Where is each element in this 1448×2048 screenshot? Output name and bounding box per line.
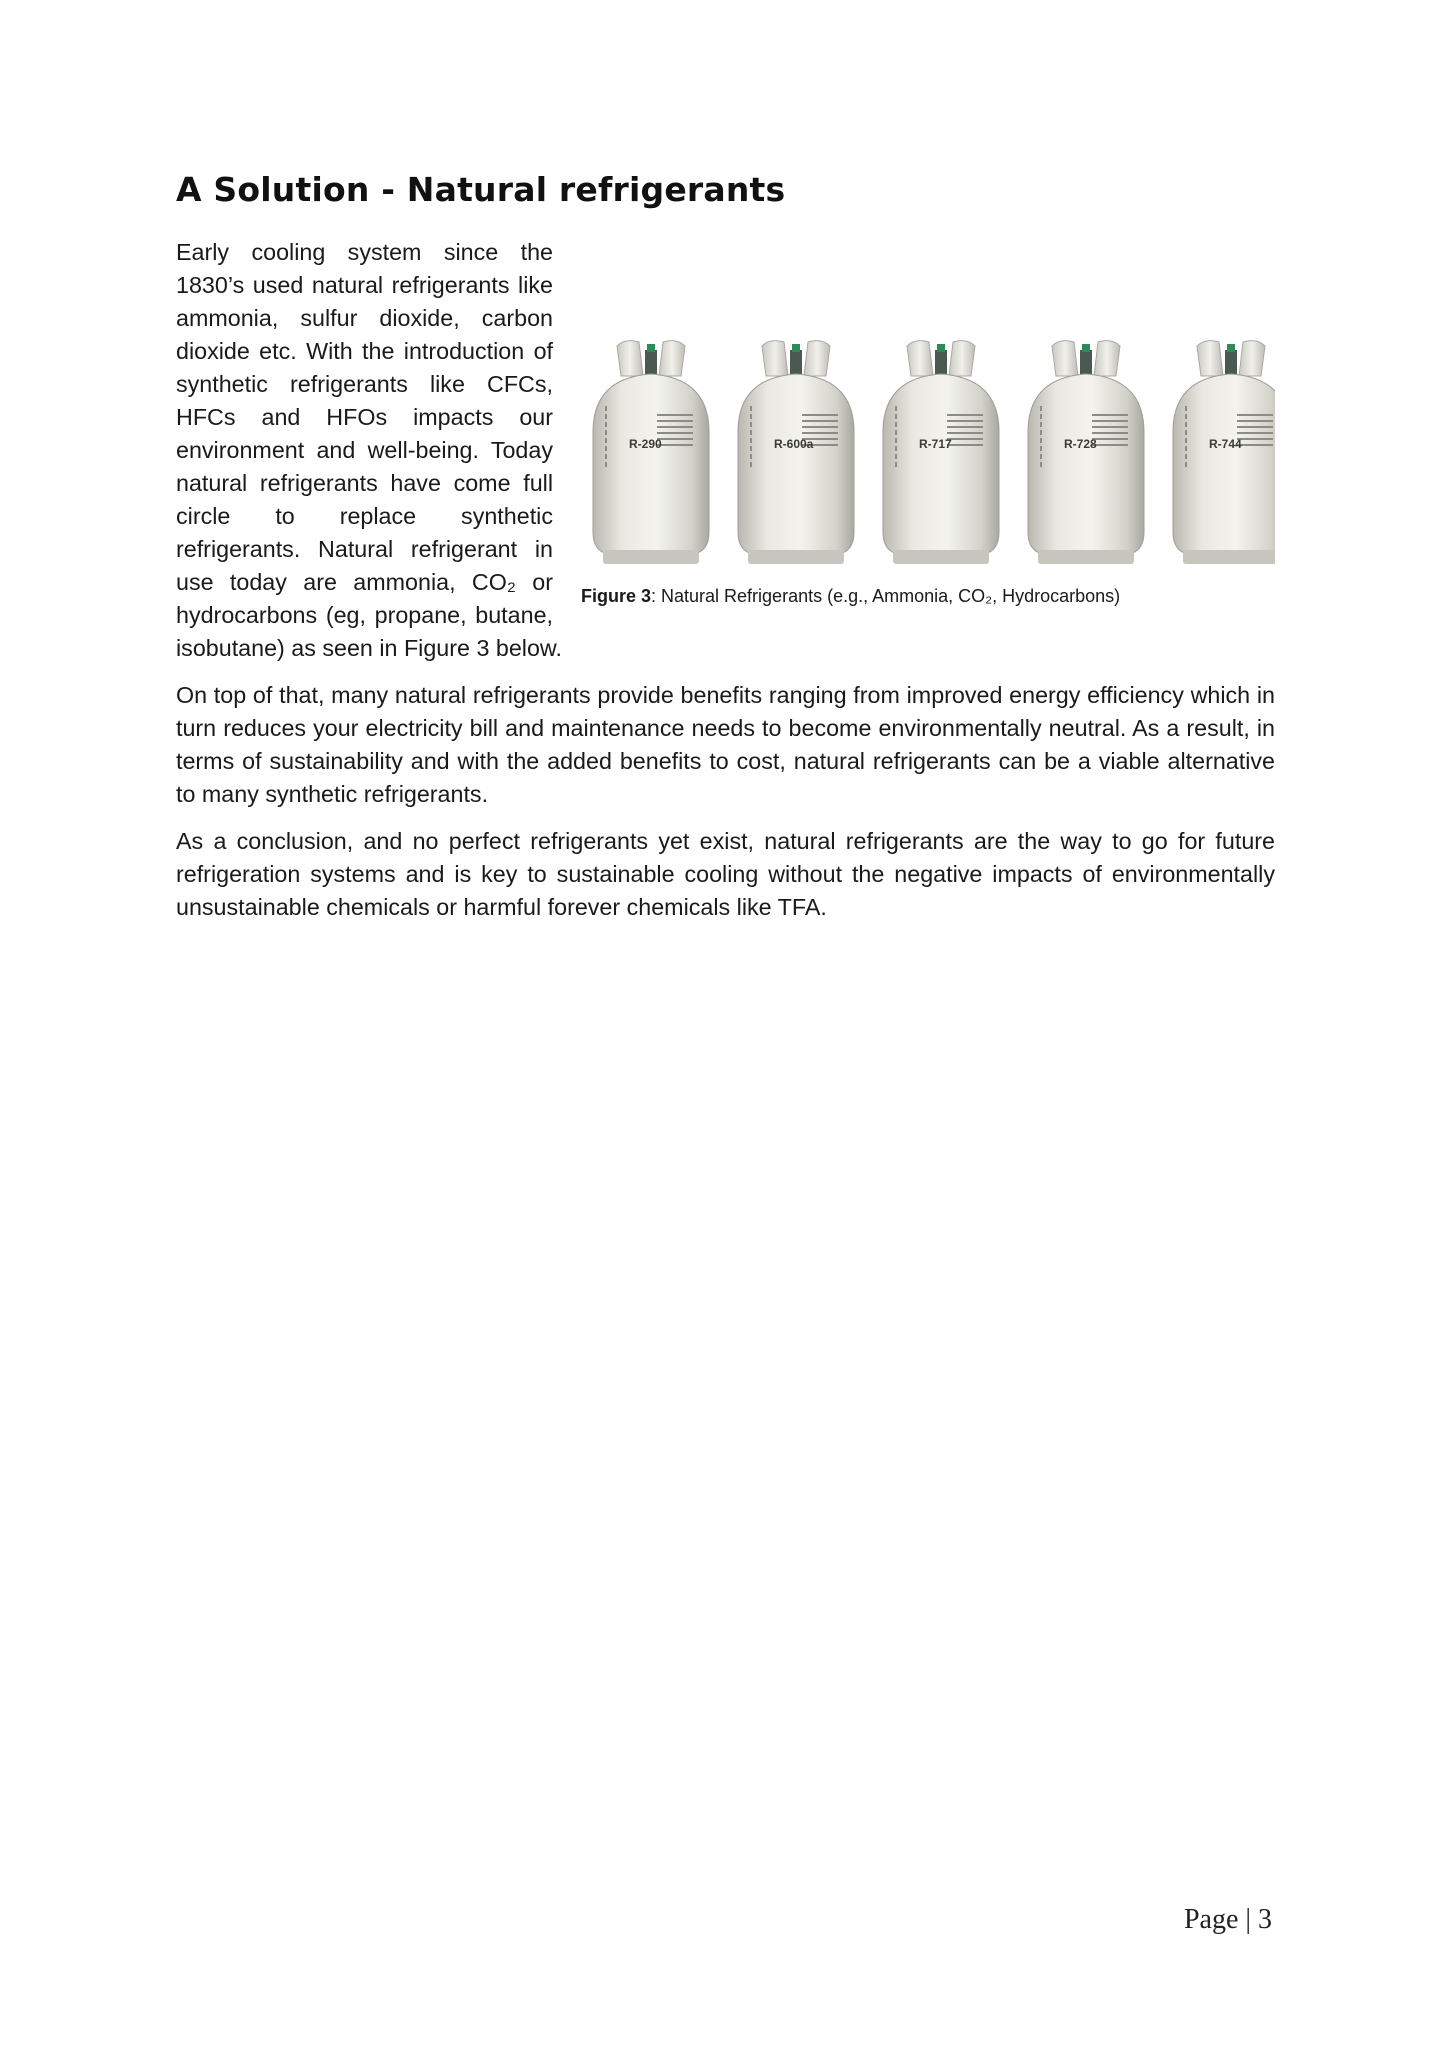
body-content [176, 236, 1275, 938]
cylinder [1028, 341, 1144, 564]
cylinder-label: R-290 [629, 437, 662, 451]
figure-caption [581, 584, 1275, 608]
section-title: A Solution - Natural refrigerants [176, 170, 786, 209]
cylinder-label: R-728 [1064, 437, 1097, 451]
cylinder-label: R-717 [919, 437, 952, 451]
cylinder [738, 341, 854, 564]
cylinder-label: R-744 [1209, 437, 1242, 451]
paragraph-conclusion: As a conclusion, and no perfect refrigerants yet exist, natural refrigerants are the way to go for future refrigeration systems and is key to sustainable cooling without the negative impacts of environmentally unsustainable chemicals or harmful forever chemicals like TFA. [176, 828, 1275, 920]
figure-block [575, 336, 1275, 608]
cylinder [593, 341, 709, 564]
paragraph-benefits-text: On top of that, many natural refrigerants provide benefits ranging from improved energy efficiency which in turn reduces your electricity bill and maintenance needs to become environmentally neutral. As a result, in terms of sustainability and with the added benefits to cost, natural refrigerants can be a viable alternative to many synthetic refrigerants. [176, 682, 1275, 807]
figure-caption-text: : Natural Refrigerants (e.g., Ammonia, CO₂, Hydrocarbons) [651, 586, 1121, 606]
cylinder [883, 341, 999, 564]
cylinder [1173, 341, 1275, 564]
cylinder-label: R-600a [774, 437, 814, 451]
paragraph-intro-a: Early cooling system since the 1830’s used natural refrigerants like ammonia, sulfur dioxide, carbon dioxide etc. With the introduction of synthetic refrigerants like CFCs, HFCs and HFOs impacts our environment and well-being. Today natural refrigerants have come full circle to replace synthetic refrigerants. Natural refrigerant in use today are ammonia, CO₂ or hydrocarbons (eg, propane, butane, isobutane) as seen in Figure 3 below. [176, 239, 562, 661]
paragraph-intro [176, 236, 1275, 665]
refrigerant-cylinders-image [575, 336, 1275, 576]
page-number: Page | 3 [1183, 1904, 1272, 1935]
paragraph-benefits [176, 679, 1275, 811]
figure-caption-label: Figure 3 [581, 586, 652, 606]
